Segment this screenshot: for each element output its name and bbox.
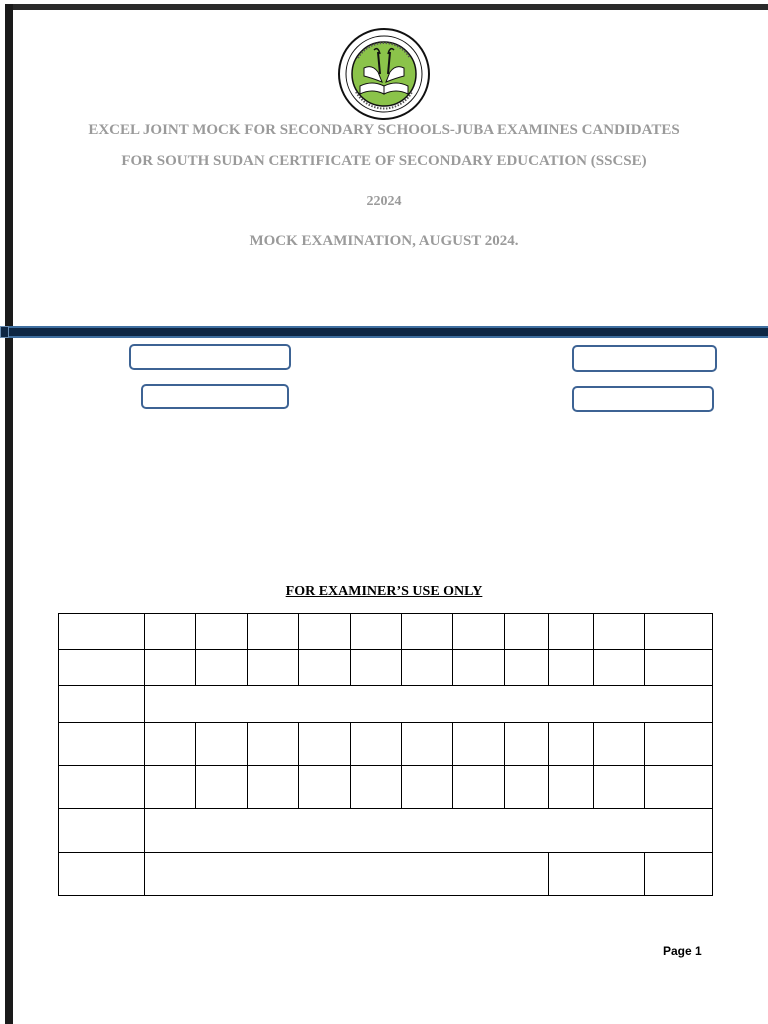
table-cell[interactable]: [594, 723, 645, 766]
table-cell[interactable]: [299, 766, 351, 809]
table-cell: [59, 766, 145, 809]
table-cell[interactable]: [145, 766, 196, 809]
table-cell[interactable]: [196, 766, 248, 809]
table-cell: [59, 809, 145, 853]
header-title-line2: FOR SOUTH SUDAN CERTIFICATE OF SECONDARY EDUCATION (SSCSE): [121, 153, 647, 169]
table-cell-merged[interactable]: [145, 686, 713, 723]
table-row: [59, 650, 713, 686]
table-cell: [59, 723, 145, 766]
table-cell[interactable]: [196, 614, 248, 650]
table-cell[interactable]: [594, 650, 645, 686]
page-number: Page 1: [663, 944, 702, 958]
table-cell[interactable]: [248, 614, 299, 650]
table-cell[interactable]: [351, 650, 402, 686]
table-cell[interactable]: [299, 650, 351, 686]
table-cell[interactable]: [549, 614, 594, 650]
table-cell[interactable]: [402, 650, 453, 686]
header-title-line1: EXCEL JOINT MOCK FOR SECONDARY SCHOOLS-JUBA EXAMINES CANDIDATES: [88, 122, 680, 138]
candidate-field-right-2[interactable]: [572, 386, 714, 412]
table-cell[interactable]: [351, 723, 402, 766]
table-cell-merged[interactable]: [549, 853, 645, 896]
table-cell[interactable]: [594, 614, 645, 650]
table-cell[interactable]: [549, 650, 594, 686]
table-cell[interactable]: [248, 650, 299, 686]
table-row: [59, 614, 713, 650]
table-cell[interactable]: [145, 650, 196, 686]
table-cell[interactable]: [402, 723, 453, 766]
table-cell[interactable]: [453, 766, 505, 809]
table-row: [59, 723, 713, 766]
table-cell[interactable]: [248, 723, 299, 766]
candidate-field-right-1[interactable]: [572, 345, 717, 372]
exam-code: 22024: [366, 194, 402, 209]
candidate-field-left-1[interactable]: [129, 344, 291, 370]
table-cell[interactable]: [145, 614, 196, 650]
page-top-border: [5, 4, 768, 10]
examiner-use-title: FOR EXAMINER’S USE ONLY: [285, 584, 483, 599]
table-cell[interactable]: [248, 766, 299, 809]
exam-session: MOCK EXAMINATION, AUGUST 2024.: [249, 233, 519, 249]
table-cell: [59, 853, 145, 896]
table-cell: [59, 614, 145, 650]
table-cell[interactable]: [299, 723, 351, 766]
table-cell-merged[interactable]: [145, 853, 549, 896]
table-cell[interactable]: [505, 614, 549, 650]
table-cell[interactable]: [505, 766, 549, 809]
table-cell: [59, 686, 145, 723]
table-row: [59, 853, 713, 896]
table-row: [59, 766, 713, 809]
table-cell[interactable]: [453, 650, 505, 686]
candidate-field-left-2[interactable]: [141, 384, 289, 409]
table-cell: [59, 650, 145, 686]
table-row: [59, 809, 713, 853]
table-cell[interactable]: [645, 650, 713, 686]
table-cell[interactable]: [645, 614, 713, 650]
table-cell[interactable]: [505, 650, 549, 686]
table-cell[interactable]: [351, 614, 402, 650]
table-cell[interactable]: [594, 766, 645, 809]
header-divider: [0, 326, 768, 338]
table-cell[interactable]: [549, 723, 594, 766]
table-cell[interactable]: [196, 650, 248, 686]
header-divider-end: [0, 326, 9, 338]
table-cell[interactable]: [645, 723, 713, 766]
table-cell-merged[interactable]: [145, 809, 713, 853]
table-cell[interactable]: [402, 614, 453, 650]
examiner-marks-table: [58, 613, 713, 896]
table-cell[interactable]: [549, 766, 594, 809]
table-cell[interactable]: [645, 766, 713, 809]
table-row: [59, 686, 713, 723]
table-cell[interactable]: [145, 723, 196, 766]
school-logo: [338, 28, 430, 120]
table-cell[interactable]: [299, 614, 351, 650]
table-cell[interactable]: [453, 723, 505, 766]
table-cell[interactable]: [645, 853, 713, 896]
table-cell[interactable]: [351, 766, 402, 809]
table-cell[interactable]: [453, 614, 505, 650]
table-cell[interactable]: [505, 723, 549, 766]
table-cell[interactable]: [196, 723, 248, 766]
table-cell[interactable]: [402, 766, 453, 809]
